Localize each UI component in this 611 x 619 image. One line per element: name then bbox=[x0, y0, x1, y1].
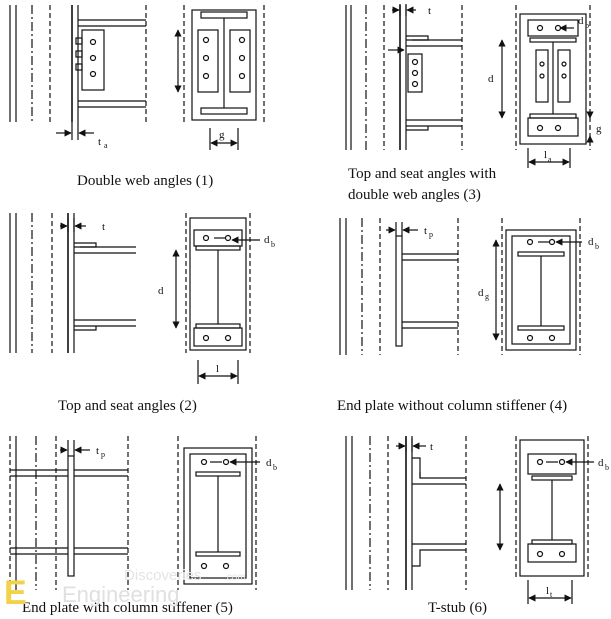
watermark-site: Discoveries bbox=[124, 567, 202, 584]
dim-d-panel5-bolt: d bbox=[266, 457, 272, 469]
caption-2: Top and seat angles (2) bbox=[58, 398, 197, 414]
caption-5: End plate with column stiffener (5) bbox=[22, 600, 233, 616]
panel-2-elevation bbox=[10, 213, 136, 353]
dim-t-panel6: t bbox=[430, 441, 434, 453]
dim-b-sub-4: b bbox=[273, 463, 277, 472]
dim-t-panel2: t bbox=[102, 221, 106, 233]
dim-b-sub-3: b bbox=[595, 242, 599, 251]
dim-p-sub: p bbox=[429, 230, 433, 239]
caption-4: End plate without column stiffener (4) bbox=[337, 398, 568, 414]
panel-1-elevation bbox=[10, 5, 146, 140]
watermark-tld: .com bbox=[224, 572, 246, 583]
panel-3-section bbox=[502, 5, 590, 168]
dim-t-panel4: t bbox=[424, 225, 428, 237]
panel-5-elevation bbox=[10, 436, 128, 590]
dim-g-panel3: g bbox=[596, 123, 602, 135]
dim-l-panel3: l bbox=[544, 149, 548, 161]
dim-g-panel1: g bbox=[219, 129, 225, 141]
panel-4-section bbox=[496, 218, 582, 355]
dim-l-t-sub: t bbox=[550, 590, 553, 599]
panel-4-elevation bbox=[340, 218, 458, 355]
dim-l-a-sub: a bbox=[548, 155, 552, 164]
panel-2-section bbox=[176, 213, 260, 384]
dim-t-panel3: t bbox=[428, 5, 432, 17]
caption-1: Double web angles (1) bbox=[77, 173, 214, 189]
panel-6-section bbox=[500, 436, 594, 604]
dim-d-panel4-bolt: d bbox=[588, 236, 594, 248]
dim-d-panel2: d bbox=[158, 285, 164, 297]
caption-3-line2: double web angles (3) bbox=[348, 187, 481, 203]
dim-g-sub: g bbox=[485, 292, 489, 301]
dim-t-panel1: t bbox=[98, 136, 102, 148]
dim-b-sub-5: b bbox=[605, 463, 609, 472]
dim-t-panel5: t bbox=[96, 445, 100, 457]
dim-l-panel2: l bbox=[216, 363, 220, 375]
dim-d-panel2-bolt: d bbox=[264, 234, 270, 246]
dim-b-sub-2: b bbox=[271, 240, 275, 249]
dim-b-sub: b bbox=[585, 21, 589, 30]
dim-d-panel6-bolt: d bbox=[598, 457, 604, 469]
dim-dg-panel4: d bbox=[478, 287, 484, 299]
panel-6-elevation bbox=[346, 436, 466, 590]
caption-6: T-stub (6) bbox=[428, 600, 488, 616]
dim-l-panel6: l bbox=[546, 585, 550, 597]
panel-3-elevation bbox=[346, 4, 462, 150]
dim-d-panel3-bolt: d bbox=[578, 15, 584, 27]
dim-d-panel3: d bbox=[488, 73, 494, 85]
dim-p-sub-2: p bbox=[101, 450, 105, 459]
caption-3-line1: Top and seat angles with bbox=[348, 166, 497, 182]
dim-a-sub: a bbox=[104, 141, 108, 150]
watermark-logo: E bbox=[4, 574, 27, 612]
watermark-brand: Engineering bbox=[62, 582, 180, 607]
